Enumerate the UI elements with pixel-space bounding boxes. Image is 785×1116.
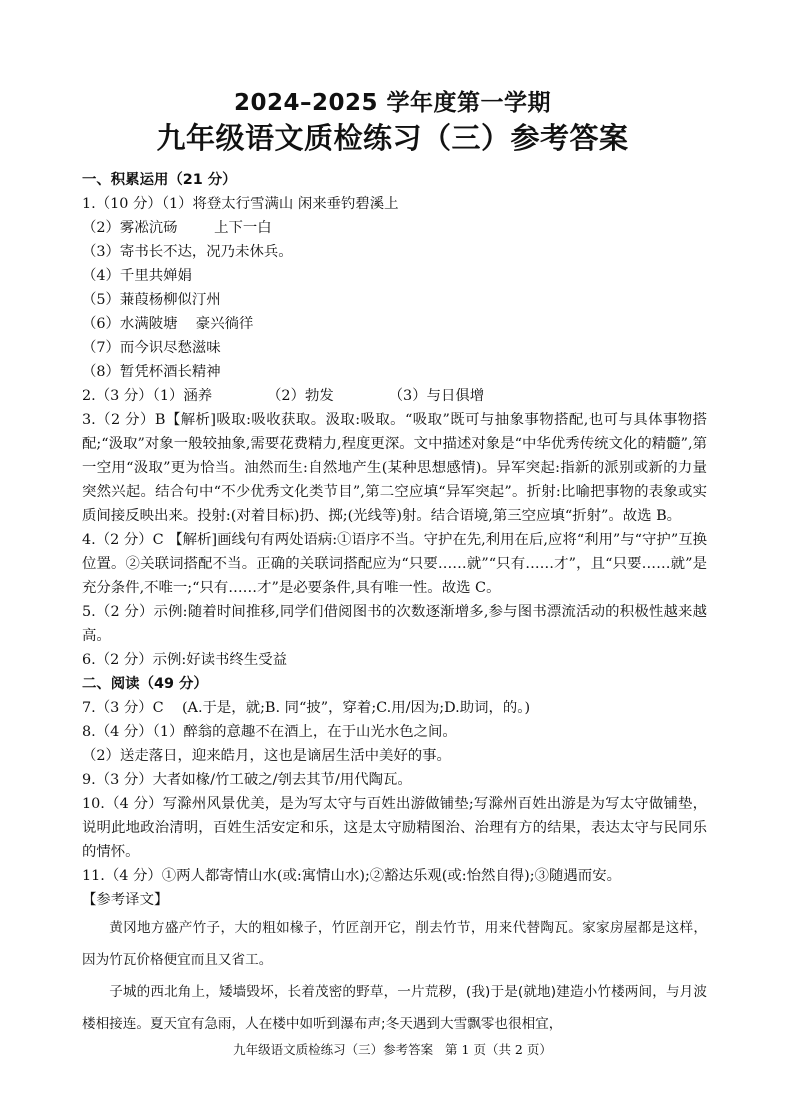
answer-q8-line1: 8.（4 分）（1）醉翁的意趣不在酒上，在于山光水色之间。 [82, 724, 457, 740]
answer-q1-line3: （3）寄书长不达，况乃未休兵。 [82, 244, 293, 260]
answer-q2: 2.（3 分）（1）涵养 （2）勃发 （3）与日俱增 [82, 388, 485, 404]
answer-q1-line8: （8）暂凭杯酒长精神 [82, 364, 221, 380]
answer-q1-line1: 1.（10 分）（1）将登太行雪满山 闲来垂钓碧溪上 [82, 196, 399, 212]
document-title-main: 九年级语文质检练习（三）参考答案 [156, 121, 629, 155]
answer-q7: 7.（3 分）C (A.于是，就;B. 同“披”，穿着;C.用/因为;D.助词，的。) [82, 700, 531, 716]
document-body [82, 168, 707, 1040]
answer-q1-line6: （6）水满陂塘 豪兴徜徉 [82, 316, 254, 332]
translation-label: 【参考译文】 [82, 892, 169, 908]
section-heading-reading: 二、阅读（49 分） [82, 676, 208, 692]
answer-q1-line5: （5）蒹葭杨柳似汀州 [82, 292, 221, 308]
answer-q10: 10.（4 分）写滁州风景优美，是为写太守与百姓出游做铺垫;写滁州百姓出游是为写太守做铺垫，说明此地政治清明，百姓生活安定和乐，这是太守励精图治、治理有方的结果，表达太守与民同乐的情怀。 [82, 796, 707, 860]
page-footer: 九年级语文质检练习（三）参考答案 第 1 页（共 2 页） [233, 1042, 552, 1057]
section-heading-accumulation: 一、积累运用（21 分） [82, 172, 237, 188]
answer-q1-line7: （7）而今识尽愁滋味 [82, 340, 221, 356]
answer-q6: 6.（2 分）示例:好读书终生受益 [82, 652, 287, 668]
answer-q3: 3.（2 分）B【解析]吸取:吸收获取。汲取:吸取。“吸取”既可与抽象事物搭配,也可与具体事物搭配;“汲取”对象一般较抽象,需要花费精力,程度更深。文中描述对象是“中华优秀传统文化的精髓”,第一空用“汲取”更为恰当。油然而生:自然地产生(某种思想感情)。异军突起:指新的派别或新的力量突然兴起。结合句中“不少优秀文化类节目”,第二空应填“异军突起”。折射:比喻把事物的表象或实质间接反映出来。投射:(对着目标)扔、掷;(光线等)射。结合语境,第三空应填“折射”。故选 B。 [82, 412, 707, 524]
translation-paragraph-1: 黄冈地方盛产竹子，大的粗如椽子，竹匠剖开它，削去竹节，用来代替陶瓦。家家房屋都是这样，因为竹瓦价格便宜而且又省工。 [82, 920, 707, 968]
answer-q8-line2: （2）送走落日，迎来皓月，这也是谪居生活中美好的事。 [82, 748, 451, 764]
answer-q11: 11.（4 分）①两人都寄情山水(或:寓情山水);②豁达乐观(或:怡然自得);③随遇而安。 [82, 868, 621, 884]
translation-paragraph-2: 子城的西北角上，矮墙毁坏，长着茂密的野草，一片荒秽，(我)于是(就地)建造小竹楼两间，与月波楼相接连。夏天宜有急雨，人在楼中如听到瀑布声;冬天遇到大雪飘零也很相宜， [82, 984, 707, 1032]
answer-q9: 9.（3 分）大者如椽/竹工破之/刳去其节/用代陶瓦。 [82, 772, 412, 788]
answer-q4: 4.（2 分）C 【解析]画线句有两处语病:①语序不当。守护在先,利用在后,应将“利用”与“守护”互换位置。②关联词搭配不当。正确的关联词搭配应为“只要……就”“只有……才”，且“只要……就”是充分条件,不唯一;“只有……才”是必要条件,具有唯一性。故选 C。 [82, 532, 707, 596]
answer-q1-line4: （4）千里共婵娟 [82, 268, 192, 284]
answer-q1-line2: （2）雾凇沆砀 上下一白 [82, 220, 272, 236]
document-title-term: 2024–2025 学年度第一学期 [233, 90, 552, 116]
answer-q5: 5.（2 分）示例:随着时间推移,同学们借阅图书的次数逐渐增多,参与图书漂流活动的积极性越来越高。 [82, 604, 707, 644]
